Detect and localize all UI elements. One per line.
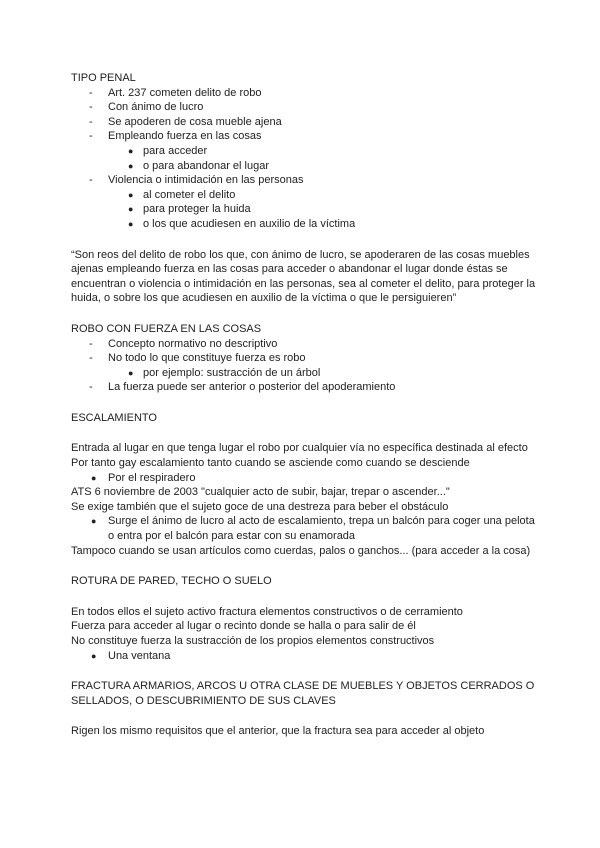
list-item: - La fuerza puede ser anterior o posterior del apoderamiento — [89, 381, 396, 394]
list-item: - Art. 237 cometen delito de robo — [89, 86, 262, 99]
sub-list-item: ● o para abandonar el lugar — [128, 159, 269, 172]
sub-list-item: ● para acceder — [128, 144, 208, 157]
bullet-icon: ● — [128, 189, 134, 200]
bullet-icon: ● — [91, 472, 97, 483]
paragraph: Fuerza para acceder al lugar o recinto donde se halla o para salir de él — [71, 620, 416, 633]
list-item: ● Por el respiradero — [91, 471, 196, 484]
bullet-icon: ● — [91, 516, 97, 527]
list-item: - Violencia o intimidación en las personas — [89, 174, 304, 187]
heading-tipo-penal: TIPO PENAL — [71, 72, 136, 84]
legal-quote: “Son reos del delito de robo los que, con ánimo de lucro, se apoderaren de las cosas muebles ajenas empleando fuerza en las cosas para acceder o abandonar el lugar donde éstas se encuentran o violencia o intimidación en las personas, sea al cometer el delito, para proteger la huida, o sobre los que acudiesen en auxilio de la víctima o que le persiguieren” — [71, 248, 536, 305]
heading-rotura: ROTURA DE PARED, TECHO O SUELO — [71, 575, 272, 588]
bullet-icon: ● — [128, 145, 134, 156]
bullet-icon: ● — [128, 160, 134, 171]
paragraph: ATS 6 noviembre de 2003 "cualquier acto de subir, bajar, trepar o ascender..." — [71, 486, 450, 499]
list-item: ● Una ventana — [91, 649, 171, 662]
bullet-icon: ● — [128, 367, 134, 378]
list-item: - Con ánimo de lucro — [89, 101, 204, 114]
paragraph: Rigen los mismo requisitos que el anterior, que la fractura sea para acceder al objeto — [71, 725, 485, 738]
paragraph: Por tanto gay escalamiento tanto cuando se asciende como cuando se desciende — [71, 457, 470, 470]
sub-list-item: ● para proteger la huida — [128, 203, 251, 216]
sub-list-item: ● por ejemplo: sustracción de un árbol — [128, 366, 321, 379]
heading-escalamiento: ESCALAMIENTO — [71, 411, 157, 424]
list-item: ● Surge el ánimo de lucro al acto de escalamiento, trepa un balcón para coger una pelota o entra por el balcón para estar con su enamorada — [91, 515, 535, 543]
paragraph: En todos ellos el sujeto activo fractura elementos constructivos o de cerramiento — [71, 605, 463, 618]
heading-fractura: FRACTURA ARMARIOS, ARCOS U OTRA CLASE DE MUEBLES Y OBJETOS CERRADOS O SELLADOS, O DESCUBRIMIENTO DE SUS CLAVES — [71, 680, 535, 707]
list-item: - Concepto normativo no descriptivo — [89, 337, 278, 350]
paragraph: No constituye fuerza la sustracción de los propios elementos constructivos — [71, 635, 435, 647]
document-page — [71, 71, 541, 739]
bullet-icon: ● — [91, 650, 97, 661]
list-item: - Empleando fuerza en las cosas — [89, 130, 262, 143]
sub-list-item: ● o los que acudiesen en auxilio de la víctima — [128, 217, 356, 230]
bullet-icon: ● — [128, 204, 134, 215]
paragraph: Entrada al lugar en que tenga lugar el robo por cualquier vía no específica destinada al efecto — [71, 442, 528, 455]
paragraph: Tampoco cuando se usan artículos como cuerdas, palos o ganchos... (para acceder a la cosa) — [71, 544, 531, 557]
list-item: - Se apoderen de cosa mueble ajena — [89, 115, 282, 128]
paragraph: Se exige también que el sujeto goce de una destreza para beber el obstáculo — [71, 500, 449, 513]
heading-robo-fuerza: ROBO CON FUERZA EN LAS COSAS — [71, 322, 262, 335]
bullet-icon: ● — [128, 218, 134, 229]
list-item: - No todo lo que constituye fuerza es robo — [89, 352, 306, 365]
sub-list-item: ● al cometer el delito — [128, 188, 236, 201]
